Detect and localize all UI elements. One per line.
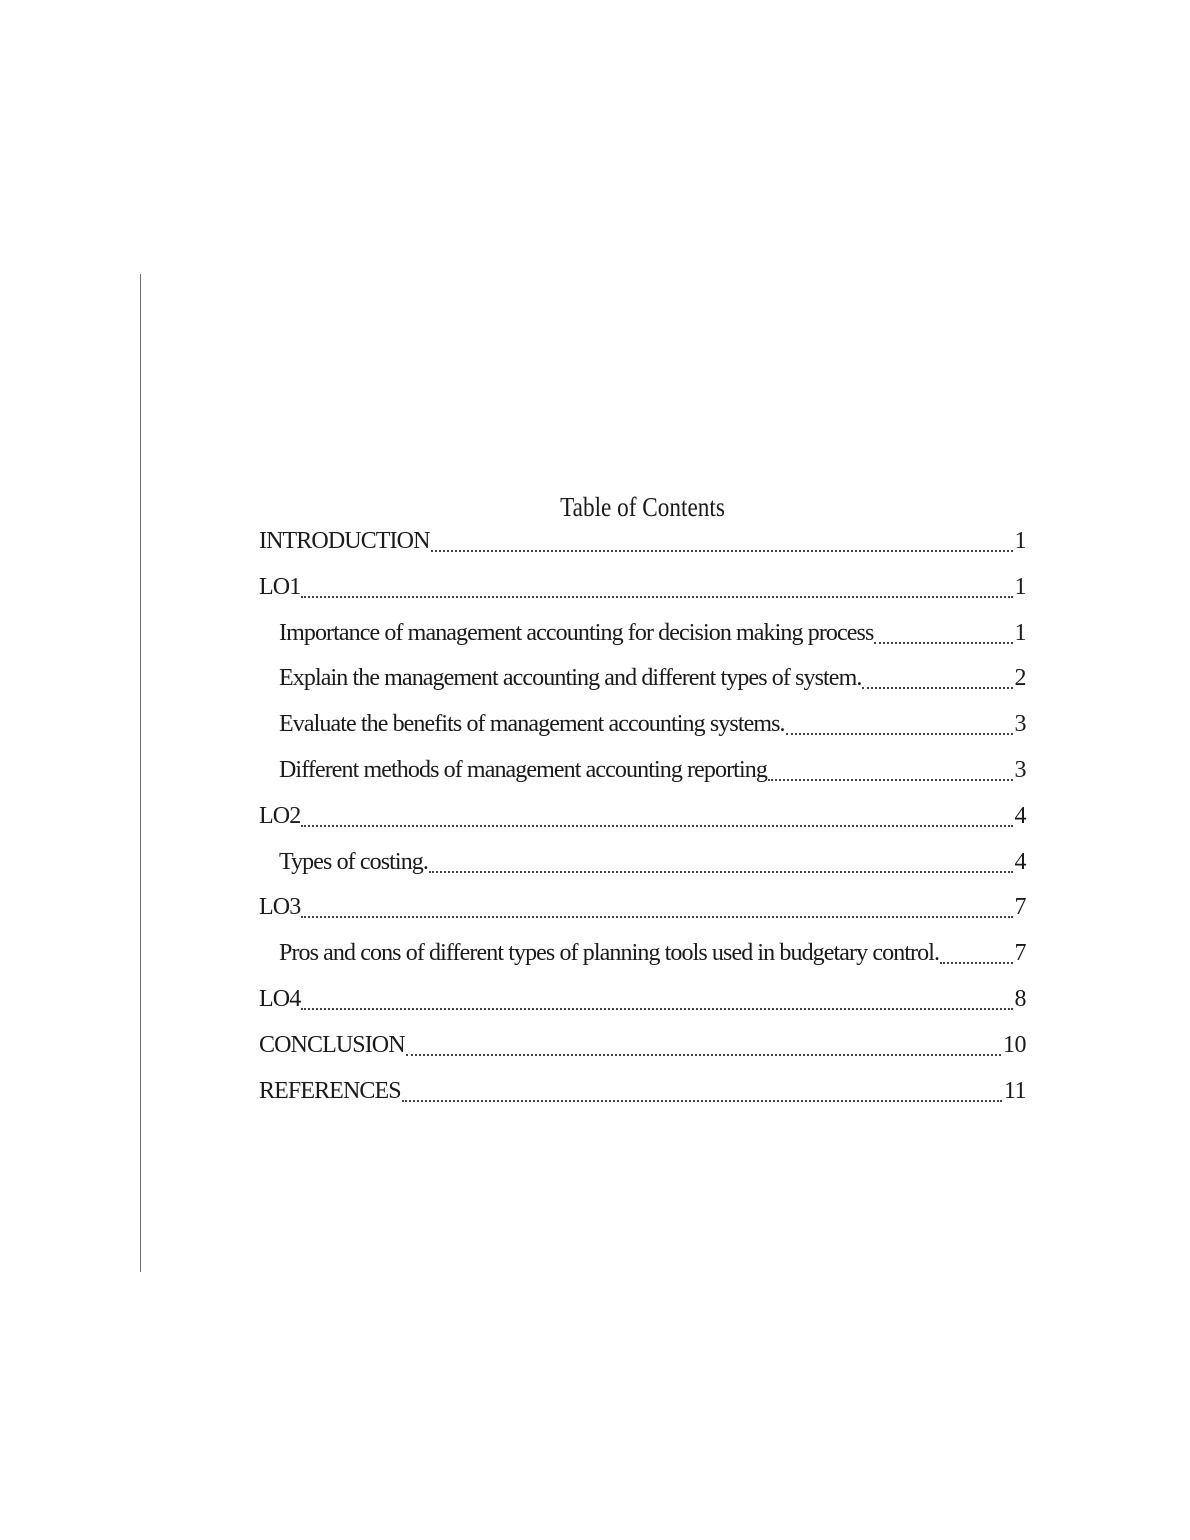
toc-entry-label: INTRODUCTION: [259, 528, 430, 554]
toc-entry-page: 2: [1014, 665, 1026, 692]
toc-entry-page: 7: [1014, 894, 1026, 921]
toc-entry-explain-management-accounting[interactable]: [259, 663, 1026, 709]
dot-leader: [940, 938, 1012, 964]
toc-entry-introduction[interactable]: [259, 526, 1026, 572]
toc-entry-lo2[interactable]: [259, 801, 1026, 847]
toc-entry-importance-of-management-accounting[interactable]: [259, 618, 1026, 664]
dot-leader: [402, 1076, 1002, 1102]
page-margin-line: [140, 274, 141, 1272]
dot-leader: [301, 801, 1012, 827]
toc-entry-label: Different methods of management accounting reporting: [279, 756, 767, 783]
toc-entry-label: LO2: [259, 802, 301, 829]
toc-entry-page: 7: [1014, 940, 1026, 967]
dot-leader: [429, 847, 1013, 873]
dot-leader: [301, 984, 1012, 1010]
dot-leader: [768, 755, 1013, 781]
toc-entry-label: Evaluate the benefits of management accounting systems.: [279, 711, 785, 738]
toc-entry-label: LO3: [259, 894, 301, 921]
toc-entry-types-of-costing[interactable]: [259, 847, 1026, 893]
toc-entry-label: Pros and cons of different types of planning tools used in budgetary control.: [279, 940, 940, 967]
toc-entry-page: 3: [1014, 711, 1026, 738]
toc-entry-label: Types of costing.: [279, 848, 428, 875]
toc-entry-label: Importance of management accounting for decision making process: [279, 619, 874, 646]
toc-entry-label: CONCLUSION: [259, 1031, 405, 1058]
dot-leader: [406, 1030, 1001, 1056]
toc-entry-pros-and-cons-planning-tools[interactable]: [259, 938, 1026, 984]
toc-entry-conclusion[interactable]: [259, 1030, 1026, 1076]
toc-entry-references[interactable]: [259, 1076, 1026, 1122]
dot-leader: [862, 663, 1012, 689]
toc-entry-page: 11: [1003, 1077, 1026, 1104]
toc-entry-label: LO4: [259, 985, 301, 1012]
dot-leader: [431, 526, 1013, 552]
toc-entry-label: LO1: [259, 573, 301, 600]
toc-entry-page: 8: [1014, 985, 1026, 1012]
dot-leader: [301, 892, 1012, 918]
toc-entry-page: 1: [1014, 573, 1026, 600]
toc-entry-evaluate-benefits[interactable]: [259, 709, 1026, 755]
toc-entry-page: 4: [1014, 802, 1026, 829]
dot-leader: [786, 709, 1013, 735]
dot-leader: [874, 618, 1012, 644]
toc-list: [259, 526, 1026, 1121]
toc-entry-page: 1: [1014, 619, 1026, 646]
toc-entry-page: 1: [1014, 528, 1026, 554]
toc-entry-lo1[interactable]: [259, 572, 1026, 618]
toc-entry-lo4[interactable]: [259, 984, 1026, 1030]
dot-leader: [301, 572, 1012, 598]
toc-entry-lo3[interactable]: [259, 892, 1026, 938]
toc-entry-page: 3: [1014, 756, 1026, 783]
toc-entry-page: 4: [1014, 848, 1026, 875]
table-of-contents: [259, 488, 1026, 1121]
toc-entry-different-methods-reporting[interactable]: [259, 755, 1026, 801]
toc-entry-page: 10: [1003, 1031, 1026, 1058]
toc-title: Table of Contents: [560, 492, 725, 522]
toc-entry-label: REFERENCES: [259, 1077, 401, 1104]
toc-entry-label: Explain the management accounting and different types of system.: [279, 665, 862, 692]
